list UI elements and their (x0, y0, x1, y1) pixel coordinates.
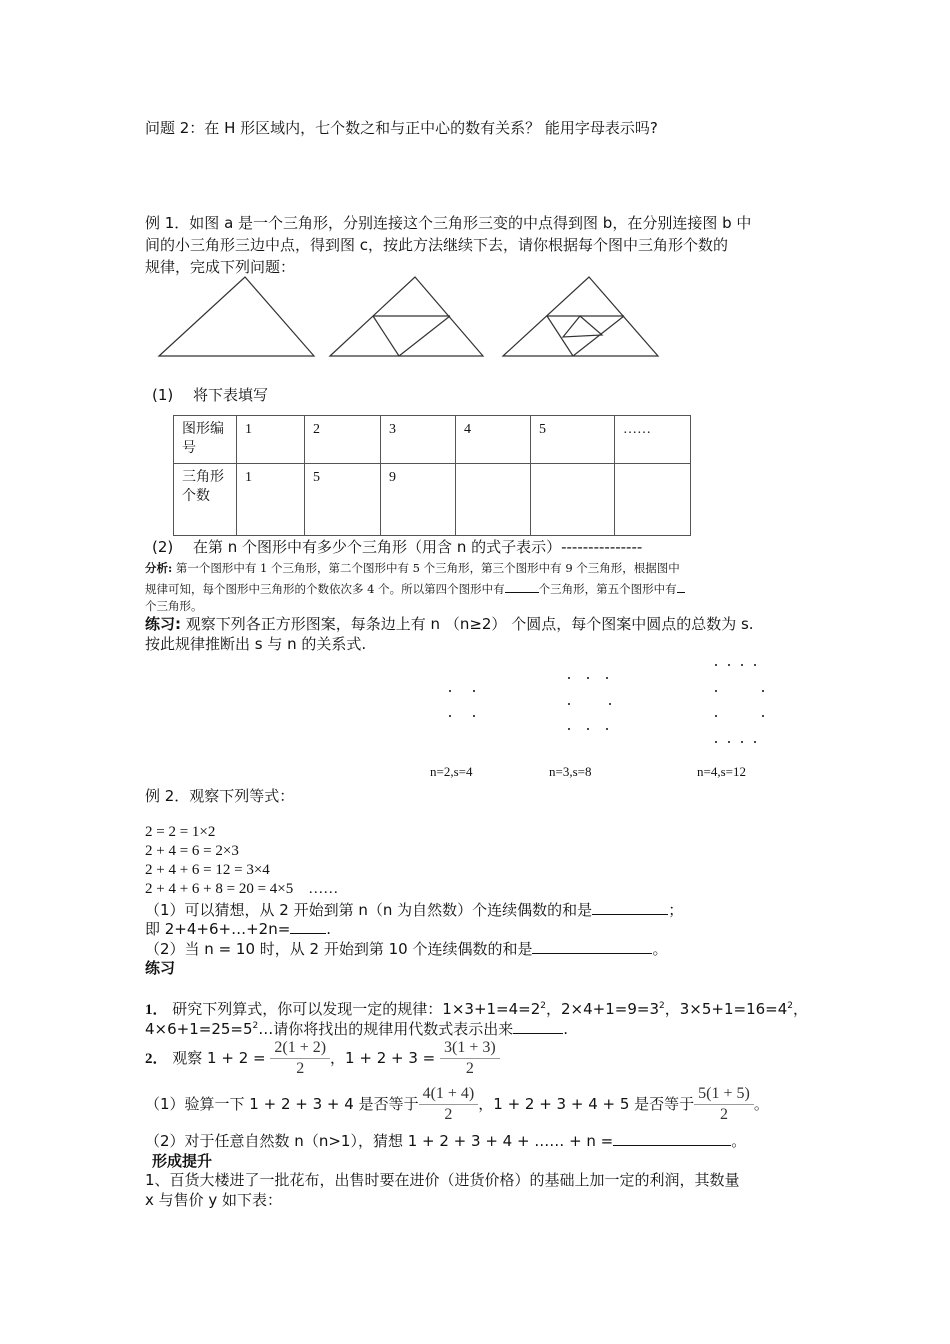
table-row-triangle-count (174, 464, 691, 536)
improve-title: 形成提升 (152, 1152, 213, 1170)
fraction-3-1plus3: $\frac{3(1 + 3)}{2}$ (440, 1038, 500, 1079)
answer-blank-q1b[interactable] (290, 919, 326, 934)
improve-line-2: x 与售价 y 如下表： (145, 1191, 283, 1209)
table-cell-empty[interactable] (456, 464, 531, 536)
table-cell: …… (615, 416, 691, 464)
analysis-line-2: 规律可知，每个图形中三角形的个数依次多 4 个。所以第四个图形中有 个三角形，第五个图形中有 (145, 578, 685, 599)
practice2-item2: 2． 观察 1 + 2 = $\frac{2(1 + 2)}{2}$ ，1 + 2 + 3 = $\frac{3(1 + 3)}{2}$ (145, 1038, 500, 1079)
example2-title: 例 2．观察下列等式： (145, 787, 295, 805)
table-cell: 9 (381, 464, 456, 536)
example2-q2: （2）当 n = 10 时，从 2 开始到第 10 个连续偶数的和是 。 (145, 940, 668, 958)
table-cell: 4 (456, 416, 531, 464)
table-cell-empty[interactable] (615, 464, 691, 536)
practice1-label: 练习: (145, 615, 181, 633)
answer-blank-q1[interactable] (592, 900, 668, 915)
example2-q1: （1）可以猜想，从 2 开始到第 n（n 为自然数）个连续偶数的和是 ； (145, 901, 684, 919)
example1-line-3: 规律，完成下列问题： (145, 258, 296, 276)
question-2: 问题 2：在 H 形区域内，七个数之和与正中心的数有关系？ 能用字母表示吗? (145, 119, 658, 137)
triangle-a-icon (159, 277, 314, 356)
practice2-title: 练习 (145, 959, 176, 977)
example1-line-1: 例 1．如图 a 是一个三角形，分别连接这个三角形三变的中点得到图 b，在分别连接图 b 中 (145, 214, 752, 232)
part-2-label: (2) 在第 n 个图形中有多少个三角形（用含 n 的式子表示）--------------- (152, 538, 643, 556)
fraction-5-1plus5: $\frac{5(1 + 5)}{2}$ (694, 1084, 754, 1125)
example2-q1b: 即 2+4+6+…+2n= . (145, 920, 332, 938)
answer-blank-rule[interactable] (513, 1019, 563, 1034)
practice2-item1-line1: 1． 研究下列算式，你可以发现一定的规律：$1\times 3+1=4=2^2$，$2\times 4+1=9=3^2$，$3\times 5+1=16=4^2$， (145, 1000, 809, 1018)
table-cell-empty[interactable] (531, 464, 615, 536)
practice2-item1-line2: $4\times 6+1=25=5^2\dots$请你将找出的规律用代数式表示出来 . (145, 1020, 569, 1038)
table-header-figure-number: 图形编号 (174, 416, 237, 464)
practice1-line-2: 按此规律推断出 s 与 n 的关系式. (145, 635, 367, 653)
caption-n4: n=4,s=12 (697, 764, 746, 779)
analysis-line-3: 个三角形。 (145, 599, 203, 613)
equation-4: 2 + 4 + 6 + 8 = 20 = 4×5 …… (145, 881, 339, 897)
equation-1: 2 = 2 = 1×2 (145, 824, 216, 840)
table-cell: 2 (305, 416, 381, 464)
practice2-sub1: （1）验算一下 1 + 2 + 3 + 4 是否等于 $\frac{4(1 + 4)}{2}$ ，1 + 2 + 3 + 4 + 5 是否等于 $\frac{5(1 + 5)}{2}$ 。 (145, 1085, 769, 1123)
answer-blank-sum[interactable] (613, 1131, 731, 1146)
answer-blank-fourth[interactable] (505, 578, 539, 593)
equation-3: 2 + 4 + 6 = 12 = 3×4 (145, 862, 270, 878)
caption-n3: n=3,s=8 (549, 764, 592, 779)
caption-n2: n=2,s=4 (430, 764, 473, 779)
table-cell: 1 (237, 416, 305, 464)
fraction-2-1plus2: $\frac{2(1 + 2)}{2}$ (270, 1038, 330, 1079)
analysis-label: 分析: (145, 561, 173, 575)
triangle-count-table (173, 415, 691, 536)
table-header-triangle-count: 三角形个数 (174, 464, 237, 536)
fraction-4-1plus4: $\frac{4(1 + 4)}{2}$ (419, 1084, 479, 1125)
table-row-figure-number (174, 416, 691, 464)
part-1-label: (1) 将下表填写 (152, 386, 269, 404)
example1-line-2: 间的小三角形三边中点，得到图 c，按此方法继续下去，请你根据每个图中三角形个数的 (145, 236, 729, 254)
answer-blank-q2[interactable] (532, 939, 652, 954)
table-cell: 5 (305, 464, 381, 536)
improve-line-1: 1、百货大楼进了一批花布，出售时要在进价（进货价格）的基础上加一定的利润，其数量 (145, 1171, 740, 1189)
practice1-line-1: 练习: 观察下列各正方形图案，每条边上有 n （n≥2） 个圆点，每个图案中圆点的总数为 s. (145, 615, 754, 633)
practice2-sub2: （2）对于任意自然数 n（n>1），猜想 1 + 2 + 3 + 4 + …… + n = 。 (145, 1132, 747, 1150)
analysis-line-1: 分析: 第一个图形中有 1 个三角形，第二个图形中有 5 个三角形，第三个图形中有 9 个三角形，根据图中 (145, 561, 680, 575)
answer-blank-fifth[interactable] (677, 578, 685, 593)
equation-2: 2 + 4 = 6 = 2×3 (145, 843, 239, 859)
table-cell: 5 (531, 416, 615, 464)
triangle-figures (150, 275, 670, 365)
table-cell: 1 (237, 464, 305, 536)
table-cell: 3 (381, 416, 456, 464)
